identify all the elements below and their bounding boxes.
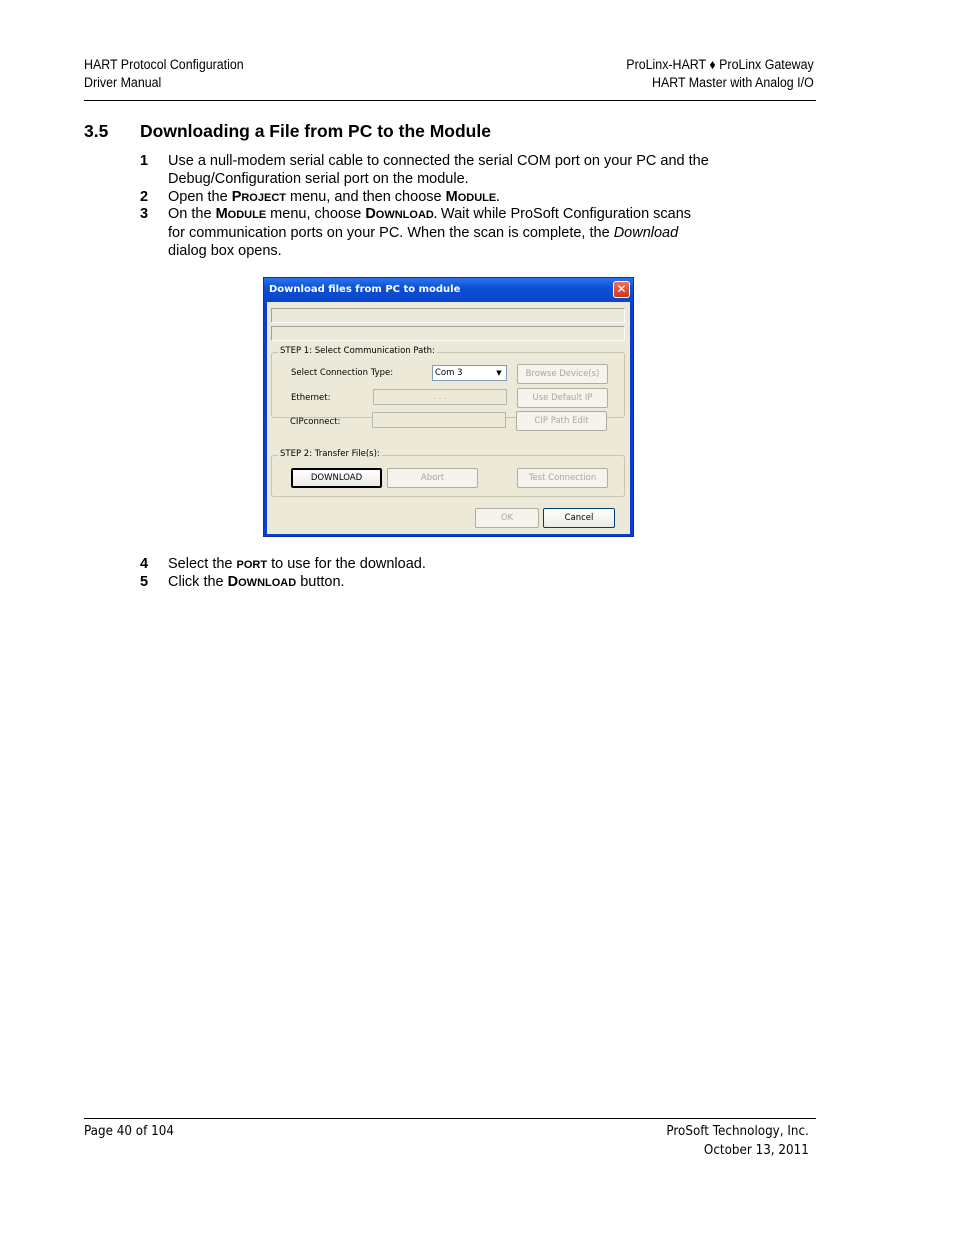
step-text-part: button.: [296, 574, 345, 590]
status-bar-1: [271, 308, 625, 323]
header-left: [84, 56, 244, 92]
step-text-part: to use for the download.: [267, 556, 426, 572]
document-date: October 13, 2011: [704, 1143, 809, 1158]
step-text-part: Open the: [168, 189, 232, 205]
step-number: 5: [140, 574, 149, 590]
dialog-name-emphasis: Download: [613, 225, 679, 241]
step-line: [168, 205, 788, 224]
keyword-rest: ODULE: [227, 209, 267, 221]
menu-keyword-module: [446, 189, 500, 205]
menu-keyword-download: [365, 206, 437, 222]
use-default-ip-button[interactable]: Use Default IP: [517, 388, 608, 408]
footer-rule: [84, 1118, 816, 1119]
header-rule: [84, 100, 816, 101]
dialog-body: [267, 302, 630, 534]
keyword-cap: D: [227, 574, 239, 590]
ethernet-label: Ethernet:: [291, 393, 331, 403]
download-button[interactable]: DOWNLOAD: [291, 468, 382, 488]
section-number: 3.5: [84, 121, 109, 141]
page-number: Page 40 of 104: [84, 1124, 174, 1139]
step-text: [168, 205, 788, 260]
doc-subtitle: Driver Manual: [84, 75, 162, 90]
connection-type-label: Select Connection Type:: [291, 368, 394, 378]
company-name: ProSoft Technology, Inc.: [666, 1124, 809, 1139]
step-text-part: for communication ports on your PC. When the scan is complete, the: [168, 225, 614, 241]
browse-devices-button[interactable]: Browse Device(s): [517, 364, 608, 384]
test-connection-button[interactable]: Test Connection: [517, 468, 608, 488]
step-number: 1: [140, 153, 149, 169]
cipconnect-field[interactable]: [372, 412, 506, 428]
step1-group: [271, 346, 625, 418]
dialog-title: Download files from PC to module: [269, 284, 461, 295]
keyword-rest: OWNLOAD.: [375, 209, 437, 221]
step-number: 2: [140, 189, 149, 205]
step-text: [168, 573, 788, 592]
keyword-cap: D: [365, 206, 376, 222]
menu-keyword-download: [228, 574, 297, 590]
step-line: dialog box opens.: [168, 243, 282, 259]
step1-label: STEP 1: Select Communication Path:: [280, 346, 435, 356]
cancel-button[interactable]: Cancel: [543, 508, 615, 528]
product-subtitle: HART Master with Analog I/O: [652, 75, 814, 90]
dialog-titlebar: [264, 278, 633, 302]
step-text: [168, 152, 788, 188]
step-text-part: Select the: [168, 556, 237, 572]
step-line: Debug/Configuration serial port on the module.: [168, 171, 469, 187]
step-text-part: Wait while ProSoft Configuration scans: [436, 206, 692, 222]
step-number: 3: [140, 206, 149, 222]
step2-label: STEP 2: Transfer File(s):: [280, 449, 380, 459]
cip-path-edit-button[interactable]: CIP Path Edit: [516, 411, 607, 431]
ok-button[interactable]: OK: [475, 508, 539, 528]
step2-group: [271, 449, 625, 497]
chevron-down-icon[interactable]: ▼: [496, 369, 502, 377]
step-text-part: menu, and then choose: [285, 189, 446, 205]
keyword-cap: M: [445, 189, 458, 205]
menu-keyword-module: [216, 206, 267, 222]
ethernet-ip-field[interactable]: . . .: [373, 389, 507, 405]
connection-type-select[interactable]: [432, 365, 507, 381]
keyword-rest: ROJECT: [241, 192, 286, 204]
section-title: Downloading a File from PC to the Module: [140, 121, 491, 141]
keyword-cap: M: [215, 206, 228, 222]
step-number: 4: [140, 556, 149, 572]
download-dialog: [263, 277, 634, 537]
footer-right: [667, 1122, 809, 1160]
abort-button[interactable]: Abort: [387, 468, 478, 488]
step-text-part: menu, choose: [266, 206, 366, 222]
step-line: Use a null-modem serial cable to connected the serial COM port on your PC and the: [168, 153, 709, 169]
step-line: [168, 224, 788, 242]
keyword-cap: P: [231, 189, 242, 205]
step-text-part: Click the: [168, 574, 228, 590]
menu-keyword-project: [232, 189, 286, 205]
progress-bar: [271, 326, 625, 341]
doc-title: HART Protocol Configuration: [84, 57, 244, 72]
connection-type-value: Com 3: [435, 368, 463, 378]
step-text-part: On the: [168, 206, 216, 222]
keyword-rest: ODULE.: [457, 192, 500, 204]
step-text: [168, 555, 788, 574]
close-icon[interactable]: ✕: [613, 281, 630, 298]
section-heading: [84, 120, 491, 142]
header-right: [627, 56, 814, 92]
menu-keyword-port: PORT: [236, 559, 268, 571]
keyword-rest: OWNLOAD: [238, 577, 297, 589]
cipconnect-label: CIPconnect:: [290, 417, 341, 427]
product-name: ProLinx-HART ♦ ProLinx Gateway: [626, 57, 814, 72]
